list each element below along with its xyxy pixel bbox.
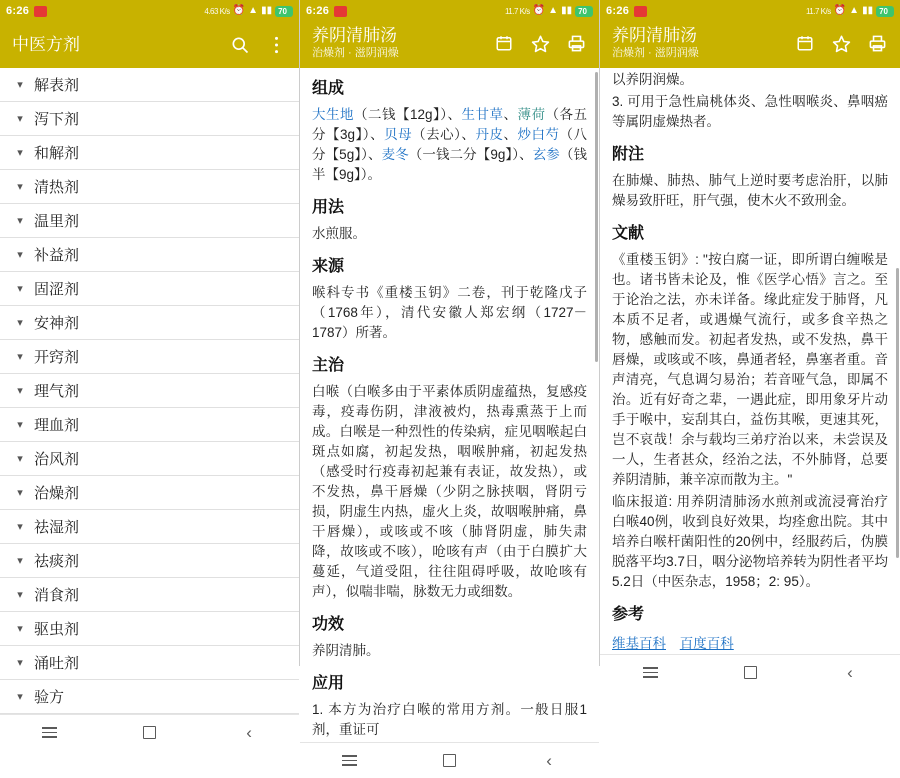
wifi-icon: ▲ xyxy=(849,5,860,16)
section-paragraph: 养阴清肺。 xyxy=(312,643,380,658)
status-bar xyxy=(600,0,900,22)
chevron-down-icon: ▾ xyxy=(17,79,23,91)
section-heading: 功效 xyxy=(312,616,345,633)
star-icon[interactable] xyxy=(830,32,852,54)
chevron-down-icon: ▾ xyxy=(17,419,23,431)
list-item[interactable] xyxy=(0,340,299,374)
list-item[interactable] xyxy=(0,680,299,714)
search-icon[interactable] xyxy=(229,34,251,56)
status-bar xyxy=(0,0,299,22)
panel-formula-detail-bottom xyxy=(600,0,900,682)
chevron-down-icon: ▾ xyxy=(17,521,23,533)
chevron-down-icon: ▾ xyxy=(17,657,23,669)
overflow-menu-icon[interactable] xyxy=(265,34,287,56)
list-item-label: 驱虫剂 xyxy=(34,621,80,638)
system-nav-bar[interactable] xyxy=(600,654,900,690)
list-item[interactable] xyxy=(0,646,299,680)
section-heading: 主治 xyxy=(312,357,345,374)
home-icon[interactable] xyxy=(134,720,164,746)
home-icon[interactable] xyxy=(434,748,464,774)
composition-paragraph: 大生地（二钱【12g】）、生甘草、薄荷（各五分【3g】）、贝母（去心）、丹皮、炒白芍（八分【5g】）、麦冬（一钱二分【9g】）、玄参（钱半【9g】）。 xyxy=(312,107,588,182)
chevron-down-icon: ▾ xyxy=(17,147,23,159)
network-rate-label: 11.7 K/s xyxy=(805,6,831,16)
wifi-icon: ▲ xyxy=(248,5,259,16)
list-item-label: 泻下剂 xyxy=(34,111,80,128)
status-bar xyxy=(300,0,599,22)
chevron-down-icon: ▾ xyxy=(17,555,23,567)
panel-formula-detail-top xyxy=(300,0,600,770)
section-heading: 来源 xyxy=(312,258,345,275)
battery-badge: 70 xyxy=(275,6,293,17)
section-paragraph: 以养阴润燥。 xyxy=(612,72,693,87)
list-item-label: 验方 xyxy=(34,689,65,706)
list-item-label: 解表剂 xyxy=(34,77,80,94)
alarm-icon: ⏰ xyxy=(833,5,847,16)
list-item[interactable] xyxy=(0,136,299,170)
list-item[interactable] xyxy=(0,68,299,102)
back-icon[interactable]: ‹ xyxy=(546,751,552,770)
section-paragraph: 水煎服。 xyxy=(312,226,366,241)
chevron-down-icon: ▾ xyxy=(17,113,23,125)
list-item-label: 涌吐剂 xyxy=(34,655,80,672)
system-nav-bar[interactable] xyxy=(300,742,599,778)
print-icon[interactable] xyxy=(565,32,587,54)
list-item-label: 固涩剂 xyxy=(34,281,80,298)
scrollbar[interactable] xyxy=(595,72,598,362)
list-item-label: 安神剂 xyxy=(34,315,80,332)
page-subtitle: 治燥剂 · 滋阴润燥 xyxy=(612,47,699,59)
list-item[interactable] xyxy=(0,204,299,238)
section-heading: 参考 xyxy=(612,606,645,623)
menu-icon[interactable] xyxy=(35,720,65,746)
system-nav-bar[interactable] xyxy=(0,714,299,750)
battery-badge: 70 xyxy=(575,6,593,17)
battery-badge: 70 xyxy=(876,6,894,17)
section-heading: 文献 xyxy=(612,225,645,242)
chevron-down-icon: ▾ xyxy=(17,487,23,499)
app-bar xyxy=(600,22,900,68)
back-icon[interactable]: ‹ xyxy=(246,723,252,742)
list-item-label: 治燥剂 xyxy=(34,485,80,502)
chevron-down-icon: ▾ xyxy=(17,385,23,397)
page-title: 养阴清肺汤 xyxy=(312,26,397,45)
section-heading: 应用 xyxy=(312,675,345,692)
list-item[interactable] xyxy=(0,408,299,442)
category-list[interactable] xyxy=(0,68,299,714)
list-item[interactable] xyxy=(0,442,299,476)
article-content[interactable] xyxy=(300,68,599,742)
scrollbar[interactable] xyxy=(896,268,899,558)
list-item-label: 祛痰剂 xyxy=(34,553,80,570)
chevron-down-icon: ▾ xyxy=(17,283,23,295)
section-paragraph: 1. 本方为治疗白喉的常用方剂。一般日服1剂，重证可 xyxy=(312,702,587,737)
panel-formula-category-list xyxy=(0,0,300,742)
list-item[interactable] xyxy=(0,510,299,544)
section-paragraph: 《重楼玉钥》: "按白腐一证，即所谓白缠喉是也。诸书皆未论及，惟《医学心悟》言之。至于论治之法，亦未详备。缘此症发于肺肾，凡本质不足者，或遇燥气流行，或多食辛热之物，感触而发。初起者发热，或不发热，鼻干唇燥，或咳或不咳，鼻通者轻，鼻塞者重。音声清亮，气息调匀易治；若音哑气急，即属不治。近有好奇之辈，一遇此症，即用象牙片动手于喉中，妄刮其白，益伤其喉，更速其死，岂不哀哉！余与载均三弟疗治以来，未尝误及一人，生者甚众，经治之法，不外肺肾，总要养阴清肺，兼辛凉而散为主。" xyxy=(612,252,888,487)
section-paragraph: 在肺燥、肺热、肺气上逆时要考虑治肝，以肺燥易致肝旺，肝气强，使木火不致刑金。 xyxy=(612,173,888,208)
article-content[interactable] xyxy=(600,68,900,654)
list-item[interactable] xyxy=(0,238,299,272)
network-rate-label: 11.7 K/s xyxy=(504,6,530,16)
reference-link-baidu[interactable]: 百度百科 xyxy=(679,636,734,651)
chevron-down-icon: ▾ xyxy=(17,351,23,363)
recording-indicator-icon xyxy=(334,6,347,17)
list-item[interactable] xyxy=(0,102,299,136)
list-item-label: 清热剂 xyxy=(34,179,80,196)
alarm-icon: ⏰ xyxy=(232,5,246,16)
wifi-icon: ▲ xyxy=(548,5,559,16)
list-item[interactable] xyxy=(0,306,299,340)
list-item[interactable] xyxy=(0,170,299,204)
chevron-down-icon: ▾ xyxy=(17,691,23,703)
app-title: 中医方剂 xyxy=(12,35,80,54)
recording-indicator-icon xyxy=(34,6,47,17)
chevron-down-icon: ▾ xyxy=(17,453,23,465)
signal-icon: ▮▮ xyxy=(862,5,874,16)
list-item-label: 和解剂 xyxy=(34,145,80,162)
list-item[interactable] xyxy=(0,544,299,578)
chevron-down-icon: ▾ xyxy=(17,249,23,261)
list-item-label: 消食剂 xyxy=(34,587,80,604)
list-item[interactable] xyxy=(0,374,299,408)
list-item[interactable] xyxy=(0,272,299,306)
list-item-label: 祛湿剂 xyxy=(34,519,80,536)
chevron-down-icon: ▾ xyxy=(17,317,23,329)
print-icon[interactable] xyxy=(866,32,888,54)
section-paragraph: 白喉（白喉多由于平素体质阴虚蕴热，复感疫毒，疫毒伤阴，津液被灼，热毒熏蒸于上而成。白喉是一种烈性的传染病，症见咽喉起白斑点如腐，初起发热，咽喉肿痛，初起发热（感受时行疫毒初起兼有表证，故发热），或不发热，鼻干唇燥（少阴之脉挟咽，肾阴亏损，阴虚生内热，虚火上炎，故咽喉肿痛，鼻干唇燥），或咳或不咳（肺肾阴虚，肺失肃降，故咳或不咳），呛咳有声（由于白膜扩大蔓延，气道受阻，往往阻碍呼吸，故呛咳有声），似喘非喘，脉数无力或细数。 xyxy=(312,384,587,599)
app-bar xyxy=(300,22,599,68)
section-heading: 附注 xyxy=(612,146,645,163)
section-heading: 用法 xyxy=(312,199,345,216)
section-heading: 组成 xyxy=(312,80,345,97)
page-subtitle: 治燥剂 · 滋阴润燥 xyxy=(312,47,399,59)
list-item[interactable] xyxy=(0,578,299,612)
menu-icon[interactable] xyxy=(635,660,665,686)
network-rate-label: 4.63 K/s xyxy=(204,6,230,16)
reference-links[interactable] xyxy=(612,634,888,654)
list-item[interactable] xyxy=(0,612,299,646)
list-item[interactable] xyxy=(0,476,299,510)
signal-icon: ▮▮ xyxy=(561,5,573,16)
alarm-icon: ⏰ xyxy=(532,5,546,16)
calendar-icon[interactable] xyxy=(493,32,515,54)
list-item-label: 理血剂 xyxy=(34,417,80,434)
signal-icon: ▮▮ xyxy=(261,5,273,16)
calendar-icon[interactable] xyxy=(794,32,816,54)
chevron-down-icon: ▾ xyxy=(17,589,23,601)
chevron-down-icon: ▾ xyxy=(17,215,23,227)
list-item-label: 补益剂 xyxy=(34,247,80,264)
list-item-label: 温里剂 xyxy=(34,213,80,230)
list-item-label: 治风剂 xyxy=(34,451,80,468)
chevron-down-icon: ▾ xyxy=(17,181,23,193)
chevron-down-icon: ▾ xyxy=(17,623,23,635)
status-time: 6:26 xyxy=(606,5,630,17)
section-paragraph: 喉科专书《重楼玉钥》二卷，刊于乾隆戊子（1768年），清代安徽人郑宏纲（1727－1787）所著。 xyxy=(312,285,587,340)
section-paragraph: 3. 可用于急性扁桃体炎、急性咽喉炎、鼻咽癌等属阴虚燥热者。 xyxy=(612,94,888,129)
status-time: 6:26 xyxy=(6,5,30,17)
star-icon[interactable] xyxy=(529,32,551,54)
list-item-label: 理气剂 xyxy=(34,383,80,400)
section-paragraph: 临床报道: 用养阴清肺汤水煎剂或流浸膏治疗白喉40例，收到良好效果，均痊愈出院。其中培养白喉杆菌阳性的20例中，经服药后，伪膜脱落平均3.7日，咽分泌物培养转为阴性者平均5.2日（中医杂志，1958；2: 95）。 xyxy=(612,494,888,589)
home-icon[interactable] xyxy=(735,660,765,686)
status-time: 6:26 xyxy=(306,5,330,17)
recording-indicator-icon xyxy=(634,6,647,17)
app-bar xyxy=(0,22,299,68)
page-title: 养阴清肺汤 xyxy=(612,26,697,45)
back-icon[interactable]: ‹ xyxy=(847,663,853,682)
list-item-label: 开窍剂 xyxy=(34,349,80,366)
reference-link-wikipedia[interactable]: 维基百科 xyxy=(612,636,666,651)
menu-icon[interactable] xyxy=(335,748,365,774)
